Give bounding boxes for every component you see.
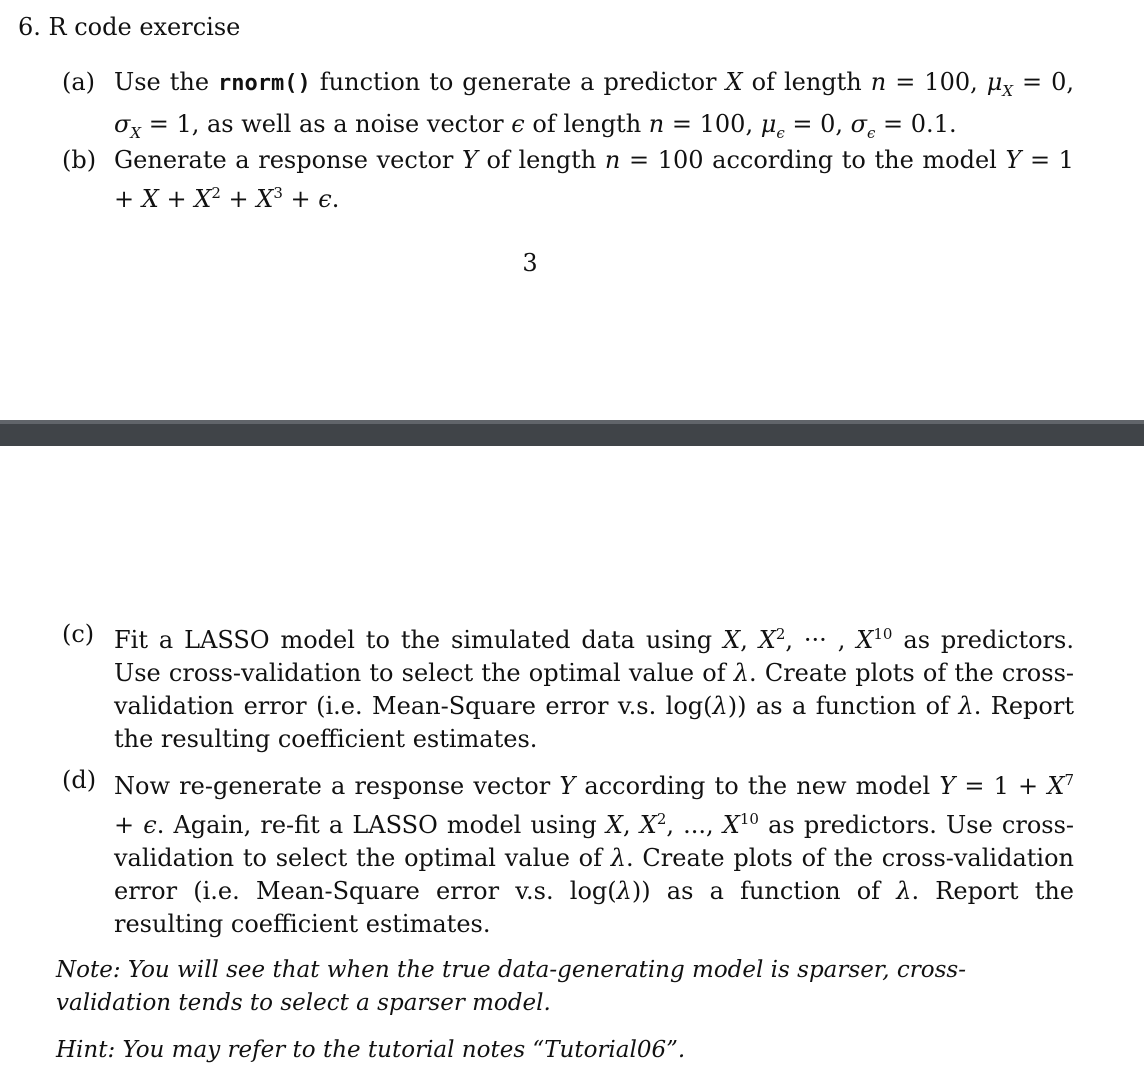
page-number: 3: [522, 249, 538, 277]
question-heading: 6. R code exercise: [18, 13, 241, 41]
part-b: [62, 144, 1074, 216]
part-a: [62, 66, 1074, 150]
part-a-text: Use the rnorm() function to generate a predictor X of length n = 100, $\mu_X = 0$, $\sigma_X = 1$, as well as a noise vector ϵ of length n = 100, $\mu_\epsilon = 0$, $\sigma_\epsilon = 0.1$.: [114, 68, 1075, 142]
part-b-text: Generate a response vector Y of length n = 100 according to the model $Y = 1 + X + X^2 + X^3 + \epsilon$.: [114, 146, 1074, 213]
part-c-text: Fit a LASSO model to the simulated data using X, $X^2$, ··· , $X^{10}$ as predictors. Use cross-validation to select the optimal value of λ. Create plots of the cross-validation error (i.e. Mean-Square error v.s. log(λ)) as a function of λ. Report the resulting coefficient estimates.: [114, 625, 1074, 753]
page-divider: [0, 420, 1144, 446]
part-c-label: (c): [62, 620, 95, 648]
rnorm-code: rnorm(): [218, 71, 311, 96]
page-4-top: [0, 446, 1144, 1080]
part-b-label: (b): [62, 146, 97, 174]
part-d-text: Now re-generate a response vector Y according to the new model $Y = 1 + X^7 + \epsilon$. Again, re-fit a LASSO model using X, $X^2$, ..., $X^{10}$ as predictors. Use cross-validation to select the optimal value of λ. Create plots of the cross-validation error (i.e. Mean-Square error v.s. log(λ)) as a function of λ. Report the resulting coefficient estimates.: [114, 771, 1075, 938]
hint-text: Hint: You may refer to the tutorial notes “Tutorial06”.: [56, 1037, 686, 1063]
part-c: [62, 618, 1074, 756]
part-a-label: (a): [62, 68, 96, 96]
page-3-bottom: [0, 0, 1144, 420]
part-d: [62, 764, 1074, 941]
note-text: Note: You will see that when the true data-generating model is sparser, cross-validation tends to select a sparser model.: [56, 957, 966, 1016]
part-d-label: (d): [62, 766, 97, 794]
